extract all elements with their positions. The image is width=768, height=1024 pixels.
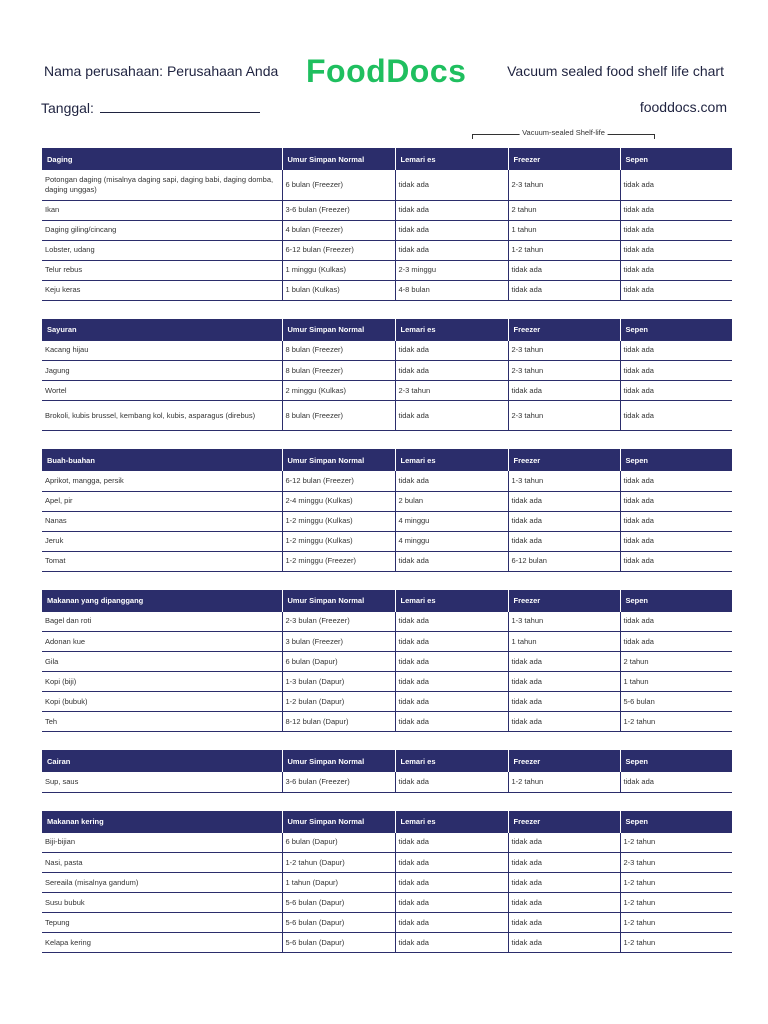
shelf-life-cell: tidak ada [395, 170, 508, 200]
shelf-life-cell: tidak ada [620, 491, 732, 511]
table-row [42, 531, 732, 551]
shelf-life-cell: 1-2 bulan (Dapur) [282, 692, 395, 712]
food-item-cell: Kelapa kering [42, 933, 282, 953]
table-row [42, 652, 732, 672]
section-table [42, 590, 732, 733]
section-header-row [42, 750, 732, 772]
table-row [42, 933, 732, 953]
shelf-life-cell: tidak ada [508, 260, 620, 280]
column-header: Freezer [508, 811, 620, 833]
food-item-cell: Sup, saus [42, 772, 282, 792]
shelf-life-cell: 2-3 tahun [395, 381, 508, 401]
shelf-life-cell: 8 bulan (Freezer) [282, 341, 395, 361]
column-header: Sepen [620, 148, 732, 170]
column-header: Umur Simpan Normal [282, 319, 395, 341]
shelf-life-cell: 5-6 bulan (Dapur) [282, 893, 395, 913]
shelf-life-cell: tidak ada [508, 933, 620, 953]
food-item-cell: Biji-bijian [42, 833, 282, 853]
vacuum-shelf-life-bracket [472, 128, 655, 140]
food-item-cell: Bagel dan roti [42, 612, 282, 632]
shelf-life-cell: 8 bulan (Freezer) [282, 361, 395, 381]
shelf-life-cell: tidak ada [620, 260, 732, 280]
shelf-life-cell: 5-6 bulan [620, 692, 732, 712]
shelf-life-cell: tidak ada [395, 672, 508, 692]
shelf-life-cell: 3 bulan (Freezer) [282, 632, 395, 652]
shelf-life-cell: tidak ada [508, 833, 620, 853]
shelf-life-cell: tidak ada [395, 652, 508, 672]
shelf-life-cell: tidak ada [508, 893, 620, 913]
table-row [42, 341, 732, 361]
shelf-life-cell: tidak ada [620, 772, 732, 792]
table-row [42, 913, 732, 933]
table-row [42, 170, 732, 200]
shelf-life-cell: 4 minggu [395, 511, 508, 531]
food-item-cell: Nasi, pasta [42, 853, 282, 873]
bracket-tick-left [472, 134, 473, 139]
shelf-life-cell: tidak ada [620, 531, 732, 551]
shelf-life-cell: 6-12 bulan (Freezer) [282, 471, 395, 491]
shelf-life-cell: 6-12 bulan (Freezer) [282, 240, 395, 260]
table-row [42, 632, 732, 652]
shelf-life-cell: 6 bulan (Dapur) [282, 652, 395, 672]
food-item-cell: Teh [42, 712, 282, 732]
shelf-life-cell: 1-2 tahun [620, 893, 732, 913]
section-header-row [42, 148, 732, 170]
shelf-life-cell: tidak ada [620, 361, 732, 381]
food-item-cell: Keju keras [42, 280, 282, 300]
food-item-cell: Kopi (biji) [42, 672, 282, 692]
shelf-life-cell: 4 bulan (Freezer) [282, 220, 395, 240]
shelf-life-cell: tidak ada [620, 170, 732, 200]
section-title: Makanan kering [42, 811, 282, 833]
shelf-life-cell: tidak ada [508, 853, 620, 873]
date-label: Tanggal: [41, 100, 94, 116]
shelf-life-cell: 5-6 bulan (Dapur) [282, 933, 395, 953]
shelf-life-cell: 2 tahun [508, 200, 620, 220]
shelf-life-cell: tidak ada [620, 612, 732, 632]
food-item-cell: Potongan daging (misalnya daging sapi, daging babi, daging domba, daging unggas) [42, 170, 282, 200]
shelf-life-cell: tidak ada [395, 401, 508, 431]
column-header: Lemari es [395, 590, 508, 612]
section-title: Cairan [42, 750, 282, 772]
food-item-cell: Brokoli, kubis brussel, kembang kol, kubis, asparagus (direbus) [42, 401, 282, 431]
fooddocs-logo: FoodDocs [306, 53, 467, 89]
shelf-life-cell: 2 bulan [395, 491, 508, 511]
section-header-row [42, 449, 732, 471]
table-row [42, 220, 732, 240]
column-header: Freezer [508, 590, 620, 612]
website-label: fooddocs.com [639, 99, 727, 115]
shelf-life-cell: tidak ada [508, 280, 620, 300]
shelf-life-cell: tidak ada [395, 551, 508, 571]
table-row [42, 200, 732, 220]
food-item-cell: Telur rebus [42, 260, 282, 280]
food-item-cell: Kopi (bubuk) [42, 692, 282, 712]
shelf-life-cell: tidak ada [620, 511, 732, 531]
shelf-life-cell: tidak ada [395, 471, 508, 491]
shelf-life-cell: tidak ada [620, 341, 732, 361]
shelf-life-cell: 1-2 tahun [508, 240, 620, 260]
shelf-life-cell: tidak ada [508, 381, 620, 401]
shelf-life-cell: tidak ada [395, 692, 508, 712]
shelf-life-cell: tidak ada [395, 853, 508, 873]
section-table [42, 750, 732, 793]
shelf-life-cell: 3-6 bulan (Freezer) [282, 200, 395, 220]
column-header: Lemari es [395, 148, 508, 170]
column-header: Freezer [508, 449, 620, 471]
shelf-life-cell: 4 minggu [395, 531, 508, 551]
shelf-life-cell: 6 bulan (Freezer) [282, 170, 395, 200]
table-row [42, 672, 732, 692]
table-row [42, 260, 732, 280]
shelf-life-cell: 2 tahun [620, 652, 732, 672]
column-header: Sepen [620, 811, 732, 833]
shelf-life-cell: 2-3 tahun [508, 401, 620, 431]
date-field [41, 100, 260, 116]
shelf-life-cell: tidak ada [620, 401, 732, 431]
shelf-life-cell: 5-6 bulan (Dapur) [282, 913, 395, 933]
company-name-label: Nama perusahaan: Perusahaan Anda [44, 63, 279, 79]
table-row [42, 401, 732, 431]
column-header: Lemari es [395, 811, 508, 833]
shelf-life-cell: 1-2 tahun [620, 873, 732, 893]
food-item-cell: Susu bubuk [42, 893, 282, 913]
food-item-cell: Nanas [42, 511, 282, 531]
column-header: Lemari es [395, 319, 508, 341]
shelf-life-cell: 1-2 tahun [620, 833, 732, 853]
section-table [42, 449, 732, 572]
table-row [42, 361, 732, 381]
food-item-cell: Tepung [42, 913, 282, 933]
shelf-life-cell: 1 bulan (Kulkas) [282, 280, 395, 300]
shelf-life-cell: tidak ada [395, 200, 508, 220]
food-item-cell: Wortel [42, 381, 282, 401]
shelf-life-cell: tidak ada [508, 511, 620, 531]
shelf-life-cell: tidak ada [508, 531, 620, 551]
table-row [42, 612, 732, 632]
table-row [42, 712, 732, 732]
shelf-life-tables [42, 148, 732, 971]
shelf-life-cell: tidak ada [620, 632, 732, 652]
shelf-life-cell: tidak ada [508, 913, 620, 933]
shelf-life-cell: tidak ada [395, 873, 508, 893]
shelf-life-cell: 1 tahun [620, 672, 732, 692]
section-table [42, 811, 732, 954]
column-header: Lemari es [395, 449, 508, 471]
table-row [42, 280, 732, 300]
shelf-life-cell: tidak ada [395, 712, 508, 732]
shelf-life-cell: 1-2 tahun [620, 933, 732, 953]
shelf-life-cell: 8 bulan (Freezer) [282, 401, 395, 431]
column-header: Sepen [620, 750, 732, 772]
shelf-life-cell: tidak ada [620, 381, 732, 401]
shelf-life-cell: 3-6 bulan (Freezer) [282, 772, 395, 792]
column-header: Umur Simpan Normal [282, 148, 395, 170]
column-header: Umur Simpan Normal [282, 811, 395, 833]
shelf-life-cell: 1 minggu (Kulkas) [282, 260, 395, 280]
column-header: Freezer [508, 319, 620, 341]
table-row [42, 893, 732, 913]
shelf-life-cell: 1-2 tahun (Dapur) [282, 853, 395, 873]
table-row [42, 551, 732, 571]
vacuum-shelf-life-label: Vacuum-sealed Shelf-life [519, 128, 608, 137]
food-item-cell: Gila [42, 652, 282, 672]
shelf-life-cell: 4-8 bulan [395, 280, 508, 300]
food-item-cell: Aprikot, mangga, persik [42, 471, 282, 491]
shelf-life-cell: 1-3 tahun [508, 612, 620, 632]
shelf-life-cell: 2-3 tahun [620, 853, 732, 873]
table-row [42, 833, 732, 853]
shelf-life-cell: tidak ada [620, 471, 732, 491]
shelf-life-cell: 1-3 tahun [508, 471, 620, 491]
shelf-life-cell: tidak ada [395, 361, 508, 381]
shelf-life-cell: 6 bulan (Dapur) [282, 833, 395, 853]
shelf-life-cell: tidak ada [508, 712, 620, 732]
section-table [42, 319, 732, 432]
shelf-life-cell: 2-3 tahun [508, 170, 620, 200]
shelf-life-cell: 2-3 bulan (Freezer) [282, 612, 395, 632]
shelf-life-cell: tidak ada [395, 341, 508, 361]
section-title: Daging [42, 148, 282, 170]
shelf-life-cell: tidak ada [620, 200, 732, 220]
shelf-life-cell: tidak ada [508, 491, 620, 511]
table-row [42, 381, 732, 401]
shelf-life-cell: 1-2 tahun [620, 913, 732, 933]
shelf-life-cell: 8-12 bulan (Dapur) [282, 712, 395, 732]
section-header-row [42, 319, 732, 341]
document-title: Vacuum sealed food shelf life chart [507, 63, 724, 79]
section-title: Makanan yang dipanggang [42, 590, 282, 612]
food-item-cell: Tomat [42, 551, 282, 571]
shelf-life-cell: tidak ada [620, 240, 732, 260]
column-header: Umur Simpan Normal [282, 449, 395, 471]
food-item-cell: Apel, pir [42, 491, 282, 511]
section-title: Buah-buahan [42, 449, 282, 471]
shelf-life-cell: 1-2 minggu (Kulkas) [282, 511, 395, 531]
shelf-life-cell: tidak ada [620, 551, 732, 571]
shelf-life-cell: 1 tahun [508, 220, 620, 240]
shelf-life-cell: tidak ada [508, 672, 620, 692]
column-header: Lemari es [395, 750, 508, 772]
shelf-life-cell: 1-3 bulan (Dapur) [282, 672, 395, 692]
table-row [42, 772, 732, 792]
table-row [42, 511, 732, 531]
shelf-life-cell: tidak ada [620, 280, 732, 300]
shelf-life-cell: 2-3 tahun [508, 361, 620, 381]
shelf-life-cell: 6-12 bulan [508, 551, 620, 571]
shelf-life-cell: tidak ada [395, 913, 508, 933]
table-row [42, 692, 732, 712]
shelf-life-cell: 1-2 tahun [508, 772, 620, 792]
shelf-life-cell: tidak ada [395, 220, 508, 240]
date-blank-line [100, 101, 260, 113]
column-header: Freezer [508, 148, 620, 170]
shelf-life-cell: tidak ada [508, 652, 620, 672]
column-header: Umur Simpan Normal [282, 750, 395, 772]
food-item-cell: Sereaila (misalnya gandum) [42, 873, 282, 893]
table-row [42, 471, 732, 491]
section-header-row [42, 590, 732, 612]
section-table [42, 148, 732, 301]
shelf-life-cell: tidak ada [395, 933, 508, 953]
shelf-life-cell: 2-3 minggu [395, 260, 508, 280]
shelf-life-cell: tidak ada [395, 612, 508, 632]
shelf-life-cell: tidak ada [620, 220, 732, 240]
food-item-cell: Jagung [42, 361, 282, 381]
shelf-life-cell: tidak ada [508, 692, 620, 712]
column-header: Sepen [620, 590, 732, 612]
column-header: Freezer [508, 750, 620, 772]
column-header: Sepen [620, 449, 732, 471]
shelf-life-cell: tidak ada [395, 893, 508, 913]
shelf-life-cell: 1-2 minggu (Freezer) [282, 551, 395, 571]
shelf-life-cell: tidak ada [395, 632, 508, 652]
food-item-cell: Ikan [42, 200, 282, 220]
shelf-life-cell: tidak ada [395, 833, 508, 853]
column-header: Sepen [620, 319, 732, 341]
shelf-life-cell: tidak ada [395, 772, 508, 792]
section-title: Sayuran [42, 319, 282, 341]
shelf-life-cell: 1-2 tahun [620, 712, 732, 732]
shelf-life-cell: tidak ada [508, 873, 620, 893]
table-row [42, 491, 732, 511]
shelf-life-cell: 1 tahun (Dapur) [282, 873, 395, 893]
shelf-life-cell: 1-2 minggu (Kulkas) [282, 531, 395, 551]
table-row [42, 853, 732, 873]
food-item-cell: Lobster, udang [42, 240, 282, 260]
bracket-tick-right [654, 134, 655, 139]
section-header-row [42, 811, 732, 833]
food-item-cell: Daging giling/cincang [42, 220, 282, 240]
shelf-life-cell: 2 minggu (Kulkas) [282, 381, 395, 401]
food-item-cell: Adonan kue [42, 632, 282, 652]
column-header: Umur Simpan Normal [282, 590, 395, 612]
shelf-life-cell: 1 tahun [508, 632, 620, 652]
shelf-life-cell: 2-3 tahun [508, 341, 620, 361]
table-row [42, 873, 732, 893]
table-row [42, 240, 732, 260]
food-item-cell: Kacang hijau [42, 341, 282, 361]
shelf-life-cell: 2-4 minggu (Kulkas) [282, 491, 395, 511]
shelf-life-cell: tidak ada [395, 240, 508, 260]
food-item-cell: Jeruk [42, 531, 282, 551]
